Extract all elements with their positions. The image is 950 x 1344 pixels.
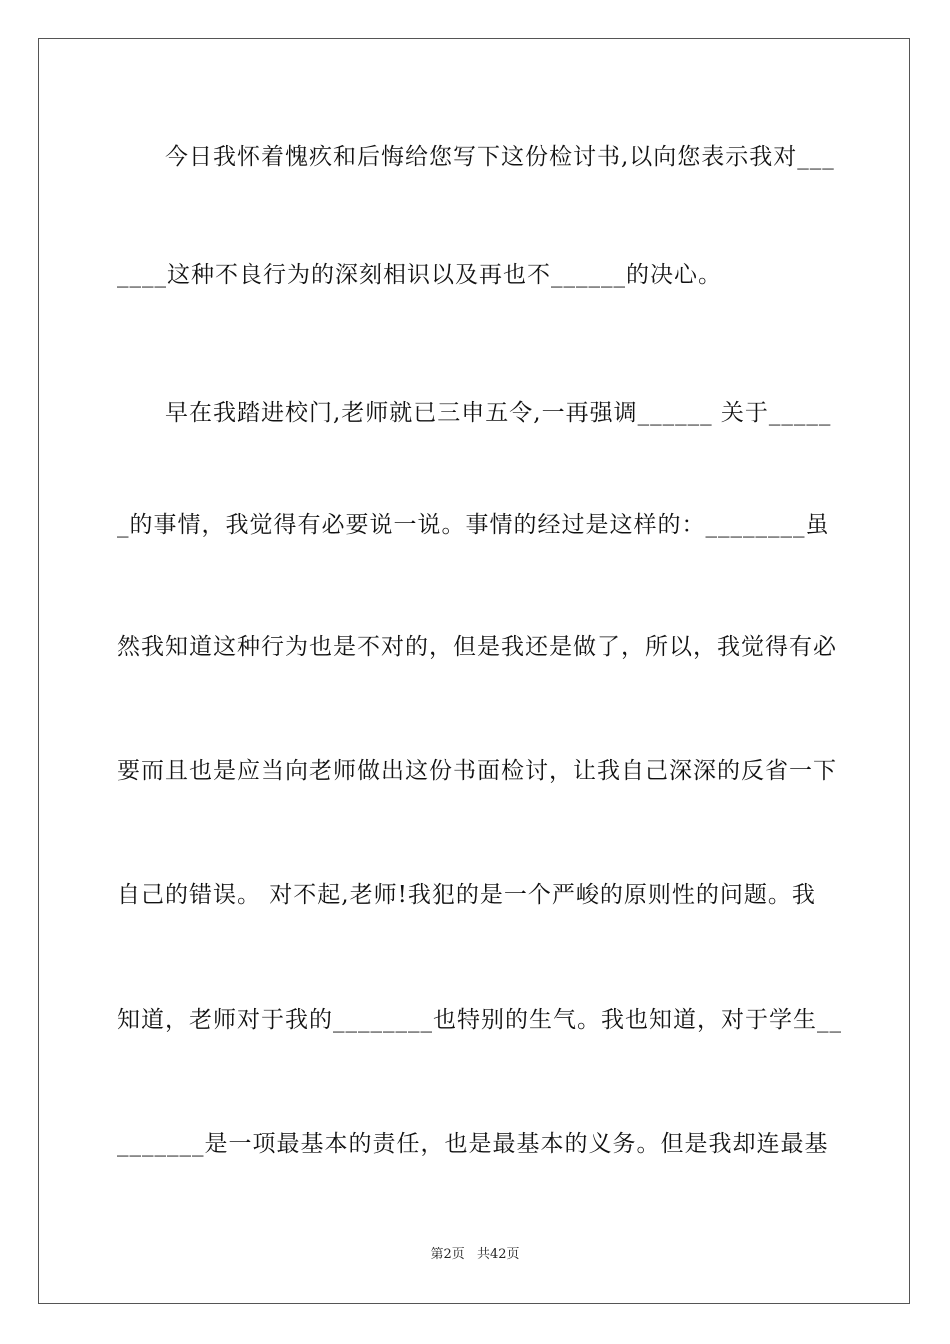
text-line: _的事情，我觉得有必要说一说。事情的经过是这样的：________虽: [117, 512, 830, 538]
text-line: 要而且也是应当向老师做出这份书面检讨，让我自己深深的反省一下: [117, 758, 837, 784]
text-line: 自己的错误。 对不起,老师!我犯的是一个严峻的原则性的问题。我: [117, 882, 816, 908]
page-number: 第2页: [430, 1247, 465, 1262]
text-line: 知道，老师对于我的________也特别的生气。我也知道，对于学生__: [117, 1007, 842, 1033]
text-line: _______是一项最基本的责任，也是最基本的义务。但是我却连最基: [117, 1131, 829, 1157]
text-line: 然我知道这种行为也是不对的，但是我还是做了，所以，我觉得有必: [117, 634, 837, 660]
page-border: [38, 38, 910, 1304]
text-line: 早在我踏进校门,老师就已三申五令,一再强调______ 关于_____: [117, 400, 832, 426]
text-line: ____这种不良行为的深刻相识以及再也不______的决心。: [117, 262, 722, 288]
text-line: 今日我怀着愧疚和后悔给您写下这份检讨书,以向您表示我对___: [117, 144, 835, 170]
page-total: 共42页: [476, 1247, 520, 1262]
page-footer: [0, 1246, 950, 1264]
